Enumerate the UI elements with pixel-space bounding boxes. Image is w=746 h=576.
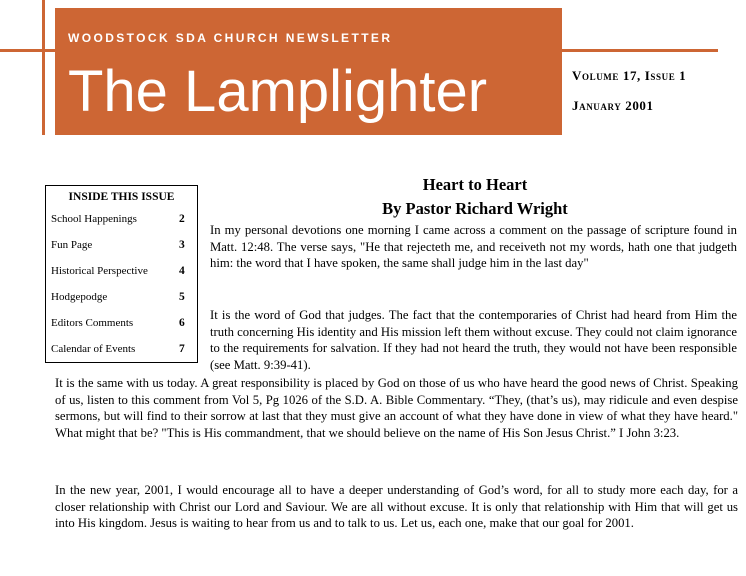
toc-item-page: 2 <box>179 213 185 225</box>
toc-item[interactable] <box>46 285 197 311</box>
toc-item-label: Editors Comments <box>51 317 134 329</box>
toc-heading: INSIDE THIS ISSUE <box>68 191 175 203</box>
newsletter-kicker: WOODSTOCK SDA CHURCH NEWSLETTER <box>68 31 393 45</box>
article-byline: By Pastor Richard Wright <box>382 199 568 218</box>
article-title: Heart to Heart <box>422 175 528 194</box>
toc-item-label: Historical Perspective <box>51 265 148 277</box>
toc-item-page: 3 <box>179 239 185 251</box>
toc-item-page: 4 <box>179 265 185 277</box>
toc-item-page: 6 <box>179 317 185 329</box>
toc-item[interactable] <box>46 259 197 285</box>
toc-item-page: 5 <box>179 291 185 303</box>
toc-item-label: School Happenings <box>51 213 137 225</box>
volume-issue: Volume 17, Issue 1 <box>572 68 687 83</box>
newsletter-title: The Lamplighter <box>68 59 488 124</box>
toc-item-label: Calendar of Events <box>51 343 136 355</box>
article-paragraph: In the new year, 2001, I would encourage all to have a deeper understanding of God’s word, for all to study more each day, for a closer relationship with Christ our Lord and Saviour. We are all without excuse. It is only that relationship with Him that will get us into His kingdom. Jesus is waiting to hear from us and to talk to us. Let us, each one, make that our goal for 2001. <box>55 483 738 530</box>
article-paragraph: It is the same with us today. A great responsibility is placed by God on those of us who have heard the good news of Christ. Speaking of us, listen to this comment from Vol 5, Pg 1026 of the S.D. A. Bible Commentary. “They, (that’s us), may ridicule and even despise sermons, but will find to their sorrow at last that they must give an account of what they have done in view of what they have heard." What might that be? "This is His commandment, that we should believe on the name of His Son Jesus Christ.” I John 3:23. <box>55 376 738 440</box>
toc-item[interactable] <box>46 207 197 233</box>
masthead-vertical-rule <box>42 0 45 135</box>
toc-item[interactable] <box>46 311 197 337</box>
inside-this-issue-box <box>45 185 198 363</box>
article-paragraph: It is the word of God that judges. The fact that the contemporaries of Christ had heard from Him the truth concerning His identity and His mission left them without excuse. They could not claim ignorance to the requirements for salvation. If they had not heard the truth, they would not have been responsible (see Matt. 9:39-41). <box>210 308 737 372</box>
article-paragraph: In my personal devotions one morning I came across a comment on the passage of scripture found in Matt. 12:48. The verse says, "He that rejecteth me, and receiveth not my words, hath one that judgeth him: the word that I have spoken, the same shall judge him in the last day" <box>210 223 737 270</box>
toc-item-label: Hodgepodge <box>51 291 108 303</box>
toc-item[interactable] <box>46 337 197 363</box>
issue-date: January 2001 <box>572 98 654 113</box>
masthead-horizontal-rule <box>0 49 718 52</box>
toc-item[interactable] <box>46 233 197 259</box>
toc-item-page: 7 <box>179 343 185 355</box>
toc-item-label: Fun Page <box>51 239 93 251</box>
